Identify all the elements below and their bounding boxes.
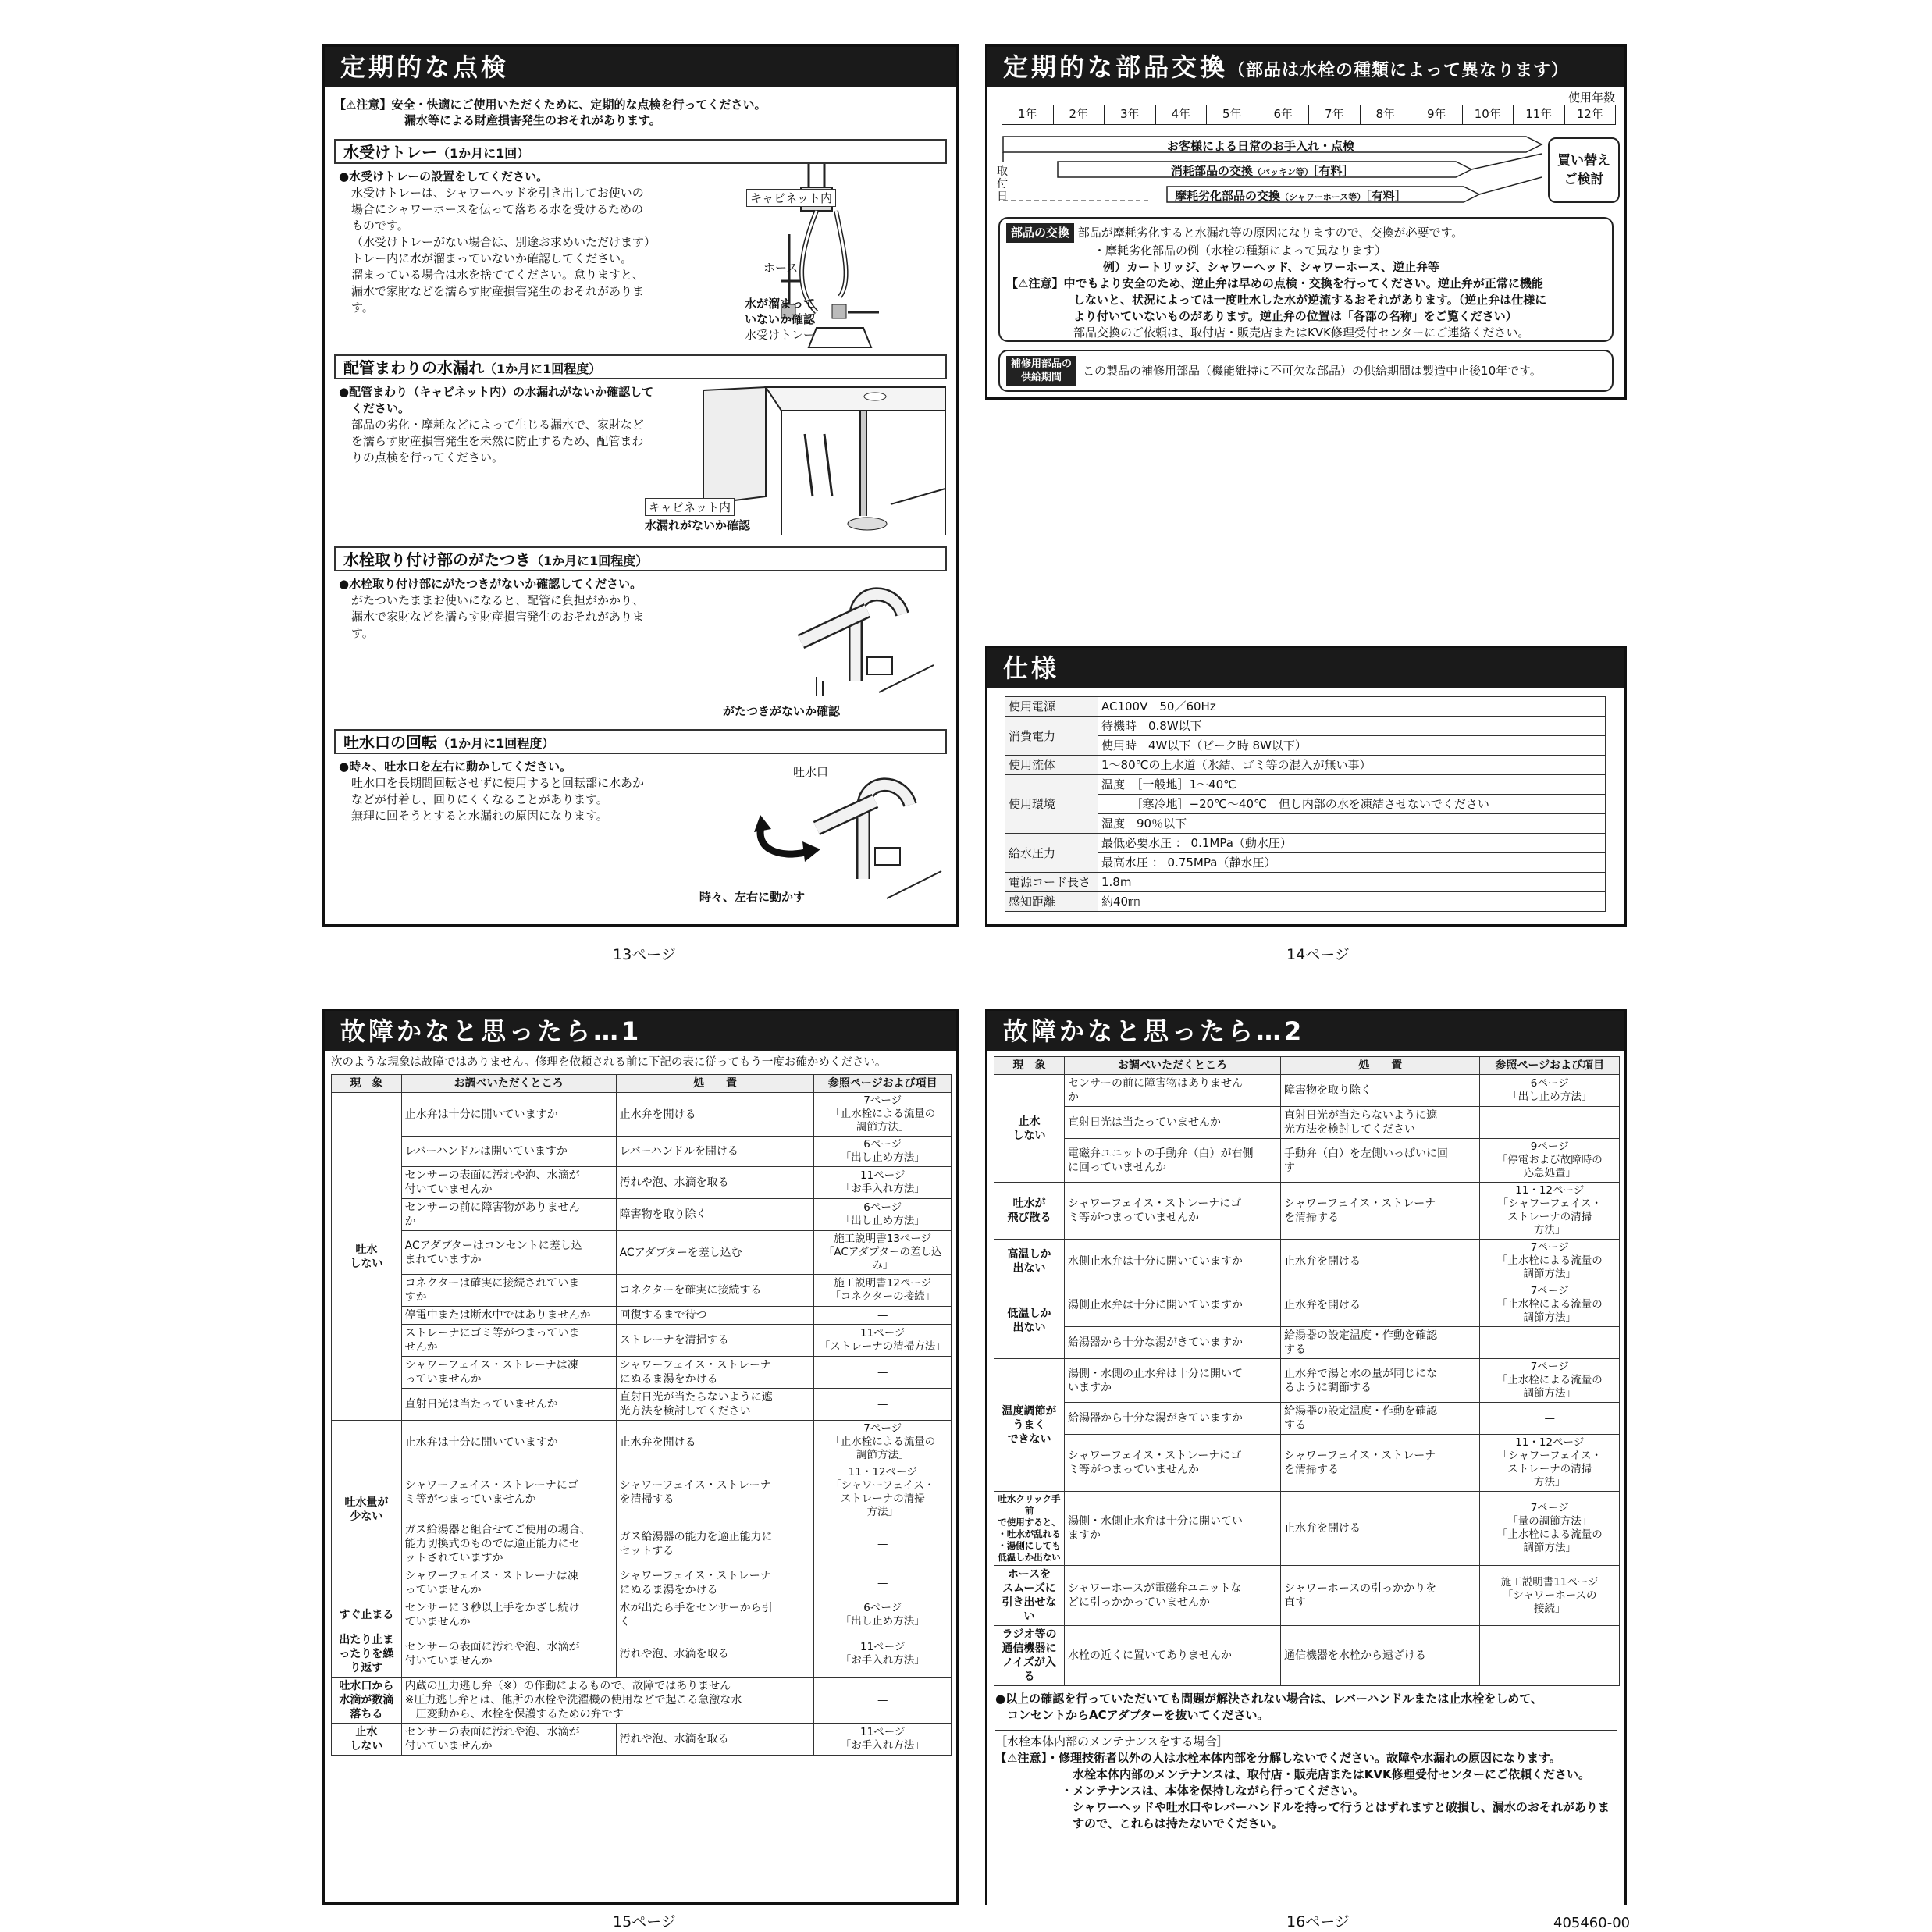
action-cell: 直射日光が当たらないように遮 光方法を検討してください [1281,1107,1480,1139]
table-row [994,1626,1620,1686]
symptom-cell: 温度調節が うまく できない [994,1359,1065,1492]
table-header: 参照ページおよび項目 [1480,1057,1620,1075]
check-cell: 水側止水弁は十分に開いていますか [1065,1240,1281,1283]
check-cell: センサーの前に障害物がありません か [401,1199,616,1231]
check-cell: 止水弁は十分に開いていますか [401,1421,616,1464]
reference-cell: 6ページ 「出し止め方法」 [814,1199,952,1231]
action-cell: 汚れや泡、水滴を取る [616,1167,814,1199]
page16-title: 故障かなと思ったら…2 [987,1011,1624,1051]
reference-cell: 11ページ 「お手入れ方法」 [814,1631,952,1678]
table-row [332,1464,952,1521]
table-row [332,1599,952,1631]
spec-value: 約40㎜ [1098,892,1606,912]
info3: 例）カートリッジ、シャワーヘッド、シャワーホース、逆止弁等 [1103,260,1439,274]
spec-key: 電源コード長さ [1005,873,1098,892]
symptom-cell: ホースを スムーズに 引き出せない [994,1566,1065,1626]
year-cell: 10年 [1463,105,1514,124]
action-cell: 給湯器の設定温度・作動を確認 する [1281,1403,1480,1435]
action-cell: 止水弁を開ける [616,1421,814,1464]
check-cell: ガス給湯器と組合せてご使用の場合、 能力切換式のものでは適正能力にセ ットされていますか [401,1521,616,1567]
table-header: 現 象 [994,1057,1065,1075]
check-cell: 内蔵の圧力逃し弁（※）の作動によるもので、故障ではありません ※圧力逃し弁とは、他所の水栓や洗濯機の使用などで起こる急激な水 圧変動から、水栓を保護するための弁です [401,1678,814,1724]
year-cell: 1年 [1002,105,1054,124]
action-cell: ACアダプターを差し込む [616,1231,814,1275]
table-row [332,1567,952,1599]
troubleshoot-table-2 [994,1056,1620,1686]
action-cell: 給湯器の設定温度・作動を確認 する [1281,1327,1480,1359]
year-cell: 6年 [1258,105,1310,124]
s3-head: ●水栓取り付け部にがたつきがないか確認してください。 [339,577,642,591]
symptom-cell: 吐水量が 少ない [332,1421,402,1599]
s1-head: ●水受けトレーの設置をしてください。 [339,169,549,183]
check-cell: 止水弁は十分に開いていますか [401,1093,616,1137]
label-leak-check: 水漏れがないか確認 [645,518,751,532]
page-number-16: 16ページ [1286,1913,1350,1930]
check-cell: 水栓の近くに置いてありませんか [1065,1626,1281,1686]
spec-value: 1.8m [1098,873,1606,892]
faucet-illustration [738,571,941,704]
check-cell: ストレーナにゴミ等がつまっていま せんか [401,1325,616,1357]
supply-period-box [998,350,1614,392]
arrow-wear-parts: 摩耗劣化部品の交換（シャワーホース等）［有料］ [1175,189,1407,203]
table-row [332,1167,952,1199]
table-header: お調べいただくところ [1065,1057,1281,1075]
caution-label2: 【⚠注意】 [1006,276,1064,290]
page-number-13: 13ページ [613,946,676,963]
spec-value: 待機時 0.8W以下 [1098,717,1606,736]
table-row [332,1421,952,1464]
spec-key: 消費電力 [1005,717,1098,756]
check-cell: レバーハンドルは開いていますか [401,1137,616,1167]
caution-a4: 部品交換のご依頼は、取付店・販売店またはKVK修理受付センターにご連絡ください。 [1073,326,1530,340]
caution-text2: 漏水等による財産損害発生のおそれがあります。 [404,113,661,127]
table-row [994,1327,1620,1359]
table-row [332,1521,952,1567]
spec-key: 感知距離 [1005,892,1098,912]
spout-illustration [731,754,949,902]
symptom-cell: 出たり止ま ったりを繰 り返す [332,1631,402,1678]
page15-panel [322,1009,959,1905]
action-cell: 直射日光が当たらないように遮 光方法を検討してください [616,1389,814,1421]
p16-notes: ●以上の確認を行っていただいても問題が解決されない場合は、レバーハンドルまたは止水栓をしめて、 コンセントからACアダプターを抜いてください。 ［水栓本体内部のメンテナンスをする場合］ 【⚠注意】・修理技術者以外の人は水栓本体内部を分解しないでください。故障や水漏れの原因になります。 水栓本体内部のメンテナンスは、取付店・販売店またはKVK修理受付センターにご依頼ください。 ・メンテナンスは、本体を保持しながら行ってください。 シャワーヘッドや吐水口やレバーハンドルを持って行うとはずれますと破損し、漏水のおそれがありま すので、これらは持たないでください。 [987,1686,1624,1832]
install-date-label: 取 付 日 [997,165,1008,203]
table-row [994,1492,1620,1566]
check-cell: シャワーフェイス・ストレーナにゴ ミ等がつまっていませんか [1065,1183,1281,1240]
year-cell: 12年 [1576,107,1603,121]
spec-value: 最低必要水圧 ： 0.1MPa（動水圧） [1098,834,1606,853]
replacement-timeline [987,87,1624,205]
table-row [332,1199,952,1231]
table-row [994,1403,1620,1435]
action-cell: ガス給湯器の能力を適正能力に セットする [616,1521,814,1567]
table-header: 現 象 [332,1075,402,1093]
caution-a1: 中でもより安全のため、逆止弁は早めの点検・交換を行ってください。逆止弁が正常に機能 [1063,276,1543,290]
table-row [332,1357,952,1389]
action-cell: 止水弁を開ける [1281,1240,1480,1283]
tag-parts-exchange: 部品の交換 [1006,223,1074,243]
tag-supply-period: 補修用部品の 供給期間 [1006,356,1076,386]
caution-a3: より付いていないものがあります。逆止弁の位置は「各部の名称」をご覧ください） [1073,309,1517,323]
action-cell: 手動弁（白）を左側いっぱいに回 す [1281,1139,1480,1183]
reference-cell: 9ページ 「停電および故障時の 応急処置」 [1480,1139,1620,1183]
page15-title: 故障かなと思ったら…1 [325,1011,956,1051]
year-cell: 2年 [1054,105,1105,124]
reference-cell: — [814,1389,952,1421]
s1-body: 水受けトレーは、シャワーヘッドを引き出してお使いの 場合にシャワーホースを伝って落ちる水を受けるための ものです。 （水受けトレーがない場合は、別途お求めいただけます） トレー内に水が溜まっていないか確認してください。 溜まっている場合は水を捨ててください。怠りますと、 漏水で家財などを濡らす財産損害発生のおそれがありま す。 [351,186,656,315]
note1: ●以上の確認を行っていただいても問題が解決されない場合は、レバーハンドルまたは止水栓をしめて、 [995,1692,1542,1706]
spec-table [1005,696,1606,912]
table-row [994,1139,1620,1183]
s4-head: ●時々、吐水口を左右に動かしてください。 [339,760,572,774]
label-check1: 水が溜まって [745,297,816,311]
spec-key: 給水圧力 [1005,834,1098,873]
label-tray: 水受けトレー [745,328,816,342]
table-header: 処 置 [1281,1057,1480,1075]
year-cell: 11年 [1514,105,1565,124]
info1: 部品が摩耗劣化すると水漏れ等の原因になりますので、交換が必要です。 [1077,226,1464,240]
spec-key: 使用流体 [1005,756,1098,775]
reference-cell: — [1480,1327,1620,1359]
check-cell: 給湯器から十分な湯がきていますか [1065,1403,1281,1435]
check-cell: シャワーフェイス・ストレーナは凍 っていませんか [401,1567,616,1599]
check-cell: 湯側・水側止水弁は十分に開いてい ますか [1065,1492,1281,1566]
symptom-cell: 吐水クリック手前 で使用すると、 ・吐水が乱れる ・湯側にしても 低温しか出ない [994,1492,1065,1566]
year-cell: 4年 [1156,105,1208,124]
check-cell: センサーに３秒以上手をかざし続け ていませんか [401,1599,616,1631]
reference-cell: 7ページ 「止水栓による流量の 調節方法」 [814,1421,952,1464]
spec-value: 最高水圧 ： 0.75MPa（静水圧） [1098,853,1606,873]
reference-cell: — [814,1521,952,1567]
info2: ・摩耗劣化部品の例（水栓の種類によって異なります） [1094,244,1387,258]
s3-body: がたついたままお使いになると、配管に負担がかかり、 漏水で家財などを濡らす財産損害発生のおそれがありま す。 [351,593,645,640]
table-header: 参照ページおよび項目 [814,1075,952,1093]
s4-body: 吐水口を長期間回転させずに使用すると回転部に水あか などが付着し、回りにくくなることがあります。 無理に回そうとすると水漏れの原因になります。 [351,776,645,823]
check-cell: シャワーホースが電磁弁ユニットな どに引っかかっていませんか [1065,1566,1281,1626]
action-cell: 止水弁で湯と水の量が同じにな るように調節する [1281,1359,1480,1403]
page-number-15: 15ページ [613,1913,676,1930]
reference-cell: 11ページ 「ストレーナの清掃方法」 [814,1325,952,1357]
check-cell: 直射日光は当たっていませんか [1065,1107,1281,1139]
reference-cell: 7ページ 「量の調節方法」 「止水栓による流量の 調節方法」 [1480,1492,1620,1566]
buy-replacement-box: 買い替え ご検討 [1548,137,1620,203]
reference-cell: — [814,1678,952,1724]
page-number-14: 14ページ [1286,946,1350,963]
page14-parts-title: 定期的な部品交換（部品は水栓の種類によって異なります） [987,47,1624,87]
action-cell: シャワーホースの引っかかりを 直す [1281,1566,1480,1626]
section-wobble-header: 水栓取り付け部のがたつき（1か月に1回程度） [334,546,947,571]
table-row [994,1359,1620,1403]
label-cabinet: キャビネット内 [746,189,836,207]
action-cell: レバーハンドルを開ける [616,1137,814,1167]
reference-cell: 施工説明書13ページ 「ACアダプターの差し込み」 [814,1231,952,1275]
year-cell: 8年 [1361,105,1412,124]
reference-cell: 6ページ 「出し止め方法」 [814,1599,952,1631]
table-row [994,1183,1620,1240]
section-title: 水受けトレー [343,143,437,162]
spec-value: ［寒冷地］−20℃～40℃ 但し内部の水を凍結させないでください [1098,795,1606,814]
years-row [1002,105,1616,125]
symptom-cell: 止水 しない [332,1724,402,1756]
table-row [994,1075,1620,1107]
caution-text1: 安全・快適にご使用いただくために、定期的な点検を行ってください。 [391,98,767,112]
reference-cell: 11ページ 「お手入れ方法」 [814,1167,952,1199]
page16-panel [985,1009,1627,1905]
check-cell: シャワーフェイス・ストレーナにゴ ミ等がつまっていませんか [401,1464,616,1521]
table-row [332,1389,952,1421]
section-freq: （1か月に1回） [437,146,530,161]
section-spout-header: 吐水口の回転（1か月に1回程度） [334,729,947,754]
spec-key: 使用電源 [1005,697,1098,717]
reference-cell: — [1480,1626,1620,1686]
action-cell: 通信機器を水栓から遠ざける [1281,1626,1480,1686]
page13-panel [322,44,959,927]
check-cell: シャワーフェイス・ストレーナは凍 っていませんか [401,1357,616,1389]
spec-key: 使用環境 [1005,775,1098,834]
note2: コンセントからACアダプターを抜いてください。 [995,1708,1269,1722]
action-cell: 止水弁を開ける [1281,1492,1480,1566]
check-cell: 湯側・水側の止水弁は十分に開いて いますか [1065,1359,1281,1403]
check-cell: ACアダプターはコンセントに差し込 まれていますか [401,1231,616,1275]
page13-title: 定期的な点検 [325,47,956,87]
check-cell: 湯側止水弁は十分に開いていますか [1065,1283,1281,1327]
caution-a2: しないと、状況によっては一度吐水した水が逆流するおそれがあります。（逆止弁は仕様に [1073,293,1547,307]
action-cell: コネクターを確実に接続する [616,1275,814,1307]
reference-cell: 11・12ページ 「シャワーフェイス・ ストレーナの清掃 方法」 [814,1464,952,1521]
supply-text: この製品の補修用部品（機能維持に不可欠な部品）の供給期間は製造中止後10年です。 [1083,363,1542,378]
caution-label: 【⚠注意】 [334,98,392,112]
page14-parts-panel [985,44,1627,400]
action-cell: 障害物を取り除く [1281,1075,1480,1107]
symptom-cell: すぐ止まる [332,1599,402,1631]
check-cell: 直射日光は当たっていませんか [401,1389,616,1421]
action-cell: 汚れや泡、水滴を取る [616,1724,814,1756]
table-row [994,1566,1620,1626]
label-cabinet2: キャビネット内 [645,498,735,516]
year-cell: 9年 [1411,105,1463,124]
spec-value: AC100V 50／60Hz [1098,697,1606,717]
reference-cell: 7ページ 「止水栓による流量の 調節方法」 [1480,1283,1620,1327]
symptom-cell: 吐水 しない [332,1093,402,1421]
years-label: 使用年数 [1567,91,1615,105]
action-cell: シャワーフェイス・ストレーナ を清掃する [1281,1183,1480,1240]
action-cell: シャワーフェイス・ストレーナ を清掃する [616,1464,814,1521]
symptom-cell: 吐水口から 水滴が数滴 落ちる [332,1678,402,1724]
check-cell: センサーの前に障害物はありません か [1065,1075,1281,1107]
action-cell: 回復するまで待つ [616,1307,814,1325]
page14-spec-panel [985,646,1627,927]
check-cell: 停電中または断水中ではありませんか [401,1307,616,1325]
table-row [332,1307,952,1325]
check-cell: コネクターは確実に接続されていま すか [401,1275,616,1307]
arrow-consumable: 消耗部品の交換（パッキン等）［有料］ [1171,164,1354,178]
s2-head2: ください。 [351,401,411,415]
check-cell: センサーの表面に汚れや泡、水滴が 付いていませんか [401,1724,616,1756]
reference-cell: 6ページ 「出し止め方法」 [1480,1075,1620,1107]
table-row [994,1283,1620,1327]
year-cell: 3年 [1105,105,1156,124]
table-row [332,1137,952,1167]
maint-title: ［水栓本体内部のメンテナンスをする場合］ [995,1735,1229,1749]
reference-cell: 施工説明書11ページ 「シャワーホースの 接続」 [1480,1566,1620,1626]
symptom-cell: 高温しか 出ない [994,1240,1065,1283]
table-row [994,1240,1620,1283]
action-cell: シャワーフェイス・ストレーナ にぬるま湯をかける [616,1357,814,1389]
spec-title: 仕様 [987,648,1624,688]
table-header: 処 置 [616,1075,814,1093]
s2-head1: ●配管まわり（キャビネット内）の水漏れがないか確認して [339,385,654,399]
action-cell: ストレーナを清掃する [616,1325,814,1357]
action-cell: シャワーフェイス・ストレーナ にぬるま湯をかける [616,1567,814,1599]
action-cell: 障害物を取り除く [616,1199,814,1231]
label-move: 時々、左右に動かす [699,890,806,904]
parts-replacement-info [998,217,1614,342]
check-cell: 電磁弁ユニットの手動弁（白）が右側 に回っていませんか [1065,1139,1281,1183]
p13-caution [325,87,956,128]
section-tray-header [334,139,947,164]
action-cell: 水が出たら手をセンサーから引 く [616,1599,814,1631]
table-row [994,1435,1620,1492]
p15-intro: 次のような現象は故障ではありません。修理を依頼される前に下記の表に従ってもう一度お確かめください。 [331,1056,887,1069]
reference-cell: — [1480,1107,1620,1139]
table-row [332,1093,952,1137]
spec-value: 温度 ［一般地］1～40℃ [1098,775,1606,795]
maint-label: 【⚠注意】 [995,1751,1047,1765]
label-wobble-check: がたつきがないか確認 [723,704,841,718]
symptom-cell: ラジオ等の 通信機器に ノイズが入る [994,1626,1065,1686]
reference-cell: — [1480,1403,1620,1435]
spec-value: 湿度 90％以下 [1098,814,1606,834]
troubleshoot-table-1 [331,1074,952,1756]
year-cell: 5年 [1207,105,1258,124]
check-cell: センサーの表面に汚れや泡、水滴が 付いていませんか [401,1167,616,1199]
year-cell: 7年 [1309,105,1361,124]
reference-cell: 11ページ 「お手入れ方法」 [814,1724,952,1756]
check-cell: センサーの表面に汚れや泡、水滴が 付いていませんか [401,1631,616,1678]
reference-cell: 7ページ 「止水栓による流量の 調節方法」 [814,1093,952,1137]
symptom-cell: 止水 しない [994,1075,1065,1183]
table-row [332,1631,952,1678]
table-row [332,1678,952,1724]
reference-cell: 11・12ページ 「シャワーフェイス・ ストレーナの清掃 方法」 [1480,1435,1620,1492]
s2-body: 部品の劣化・摩耗などによって生じる漏水で、家財など を濡らす財産損害発生を未然に防止するため、配管まわ りの点検を行ってください。 [351,418,644,464]
section-piping-header: 配管まわりの水漏れ（1か月に1回程度） [334,354,947,379]
arrow-daily-care: お客様による日常のお手入れ・点検 [1167,139,1355,153]
check-cell: シャワーフェイス・ストレーナにゴ ミ等がつまっていませんか [1065,1435,1281,1492]
reference-cell: 6ページ 「出し止め方法」 [814,1137,952,1167]
symptom-cell: 吐水が 飛び散る [994,1183,1065,1240]
table-row [332,1231,952,1275]
spec-value: 使用時 4W以下（ピーク時 8W以下） [1098,736,1606,756]
table-row [994,1107,1620,1139]
action-cell: 止水弁を開ける [616,1093,814,1137]
table-row [332,1724,952,1756]
table-row [332,1325,952,1357]
action-cell: シャワーフェイス・ストレーナ を清掃する [1281,1435,1480,1492]
symptom-cell: 低温しか 出ない [994,1283,1065,1359]
reference-cell: — [814,1357,952,1389]
reference-cell: 7ページ 「止水栓による流量の 調節方法」 [1480,1240,1620,1283]
label-check2: いないか確認 [745,312,816,326]
reference-cell: 7ページ 「止水栓による流量の 調節方法」 [1480,1359,1620,1403]
table-header: お調べいただくところ [401,1075,616,1093]
action-cell: 汚れや泡、水滴を取る [616,1631,814,1678]
reference-cell: — [814,1307,952,1325]
document-number: 405460-00 [1553,1915,1631,1931]
action-cell: 止水弁を開ける [1281,1283,1480,1327]
label-hose: ホース [763,261,799,275]
reference-cell: 施工説明書12ページ 「コネクターの接続」 [814,1275,952,1307]
spec-value: 1～80℃の上水道（氷結、ゴミ等の混入が無い事） [1098,756,1606,775]
check-cell: 給湯器から十分な湯がきていますか [1065,1327,1281,1359]
reference-cell: — [814,1567,952,1599]
table-row [332,1275,952,1307]
label-spout: 吐水口 [793,765,829,779]
reference-cell: 11・12ページ 「シャワーフェイス・ ストレーナの清掃 方法」 [1480,1183,1620,1240]
